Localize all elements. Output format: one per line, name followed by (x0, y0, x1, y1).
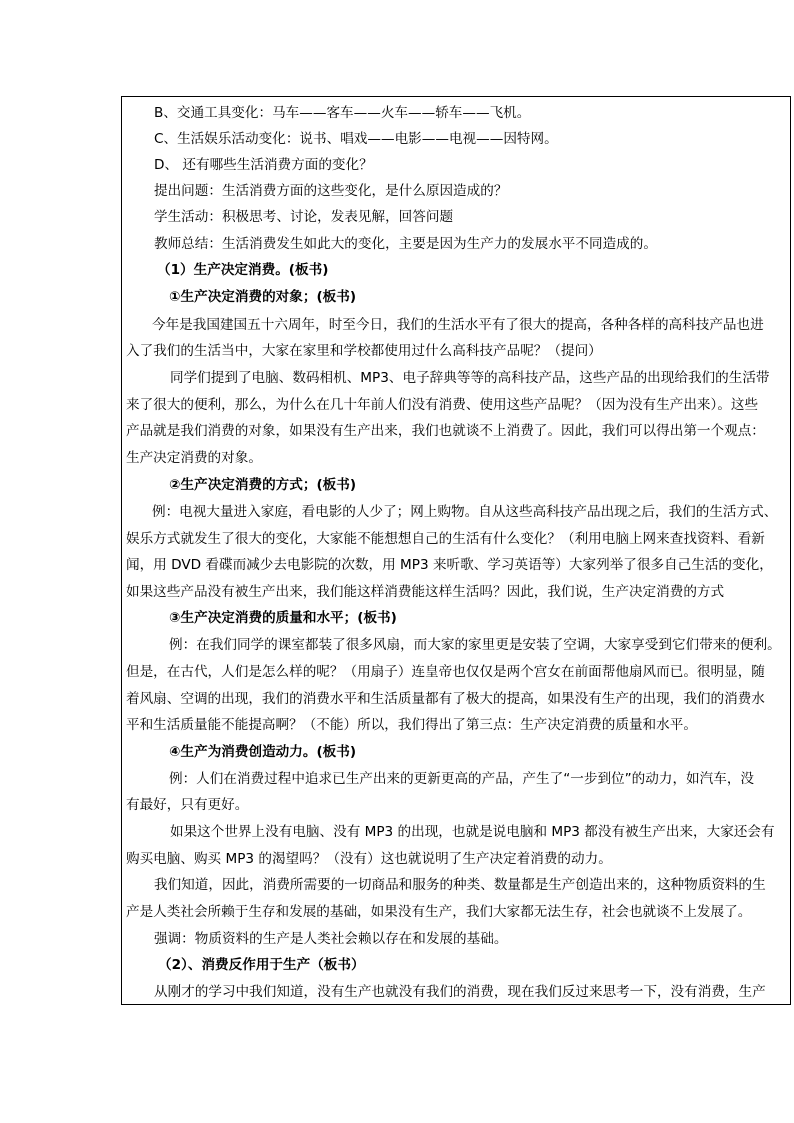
text-line: 有最好，只有更好。 (126, 797, 249, 813)
text-line: 来了很大的便利，那么，为什么在几十年前人们没有消费、使用这些产品呢？（因为没有生产出来）。这些 (126, 397, 759, 413)
text-line: 提出问题：生活消费方面的这些变化，是什么原因造成的？ (154, 183, 508, 199)
text-line: 平和生活质量能不能提高啊？（不能）所以，我们得出了第三点：生产决定消费的质量和水平。 (126, 717, 697, 733)
text-line: 例：人们在消费过程中追求已生产出来的更新更高的产品，产生了“一步到位”的动力，如汽车，没 (169, 771, 755, 787)
text-line: 如果这些产品没有被生产出来，我们能这样消费能这样生活吗？因此，我们说，生产决定消费的方式 (126, 584, 725, 600)
subsection-heading: ②生产决定消费的方式；(板书) (169, 477, 357, 493)
text-line: 例：在我们同学的课室都装了很多风扇，而大家的家里更是安装了空调，大家享受到它们带来的便利。 (169, 637, 781, 653)
text-line: 闻，用 DVD 看碟而减少去电影院的次数，用 MP3 来听歌、学习英语等）大家列举了很多自己生活的变化， (126, 557, 773, 573)
subsection-heading: ①生产决定消费的对象；(板书) (169, 289, 357, 305)
text-line: B、交通工具变化：马车——客车——火车——轿车——飞机。 (154, 105, 531, 121)
text-line: 同学们提到了电脑、数码相机、MP3、电子辞典等等的高科技产品，这些产品的出现给我们的生活带 (170, 370, 770, 386)
text-line: 例：电视大量进入家庭，看电影的人少了；网上购物。自从这些高科技产品出现之后，我们的生活方式、 (152, 504, 778, 520)
text-line: 生产决定消费的对象。 (126, 450, 262, 466)
text-line: 我们知道，因此，消费所需要的一切商品和服务的种类、数量都是生产创造出来的，这种物质资料的生 (154, 877, 766, 893)
text-line: 产品就是我们消费的对象，如果没有生产出来，我们也就谈不上消费了。因此，我们可以得出第一个观点： (126, 423, 765, 439)
text-line: 学生活动：积极思考、讨论，发表见解，回答问题 (154, 209, 454, 225)
subsection-heading: ④生产为消费创造动力。(板书) (169, 744, 357, 760)
text-line: 入了我们的生活当中，大家在家里和学校都使用过什么高科技产品呢？（提问） (126, 343, 602, 359)
text-line: 今年是我国建国五十六周年，时至今日，我们的生活水平有了很大的提高，各种各样的高科技产品也进 (152, 317, 764, 333)
text-line: C、生活娱乐活动变化：说书、唱戏——电影——电视——因特网。 (154, 131, 558, 147)
text-line: 但是，在古代，人们是怎么样的呢？（用扇子）连皇帝也仅仅是两个宫女在前面帮他扇风而已。很明显，随 (126, 664, 765, 680)
text-line: 教师总结：生活消费发生如此大的变化，主要是因为生产力的发展水平不同造成的。 (154, 236, 657, 252)
text-line: 强调：物质资料的生产是人类社会赖以存在和发展的基础。 (154, 931, 508, 947)
subsection-heading: ③生产决定消费的质量和水平；(板书) (169, 610, 397, 626)
text-line: D、 还有哪些生活消费方面的变化？ (154, 157, 373, 173)
section-heading: （1）生产决定消费。(板书) (157, 262, 329, 278)
section-heading: （2）、消费反作用于生产（板书） (158, 957, 365, 973)
text-line: 购买电脑、购买 MP3 的渴望吗？（没有）这也就说明了生产决定着消费的动力。 (126, 851, 612, 867)
text-line: 从刚才的学习中我们知道，没有生产也就没有我们的消费，现在我们反过来思考一下，没有消费，生产 (154, 984, 766, 1000)
text-line: 娱乐方式就发生了很大的变化，大家能不能想想自己的生活有什么变化？（利用电脑上网来查找资料、看新 (126, 531, 765, 547)
text-line: 产是人类社会所赖于生存和发展的基础，如果没有生产，我们大家都无法生存，社会也就谈不上发展了。 (126, 904, 752, 920)
content-table-cell (121, 96, 791, 1005)
text-line: 如果这个世界上没有电脑、没有 MP3 的出现，也就是说电脑和 MP3 都没有被生产出来，大家还会有 (170, 824, 775, 840)
text-line: 着风扇、空调的出现，我们的消费水平和生活质量都有了极大的提高，如果没有生产的出现，我们的消费水 (126, 691, 765, 707)
